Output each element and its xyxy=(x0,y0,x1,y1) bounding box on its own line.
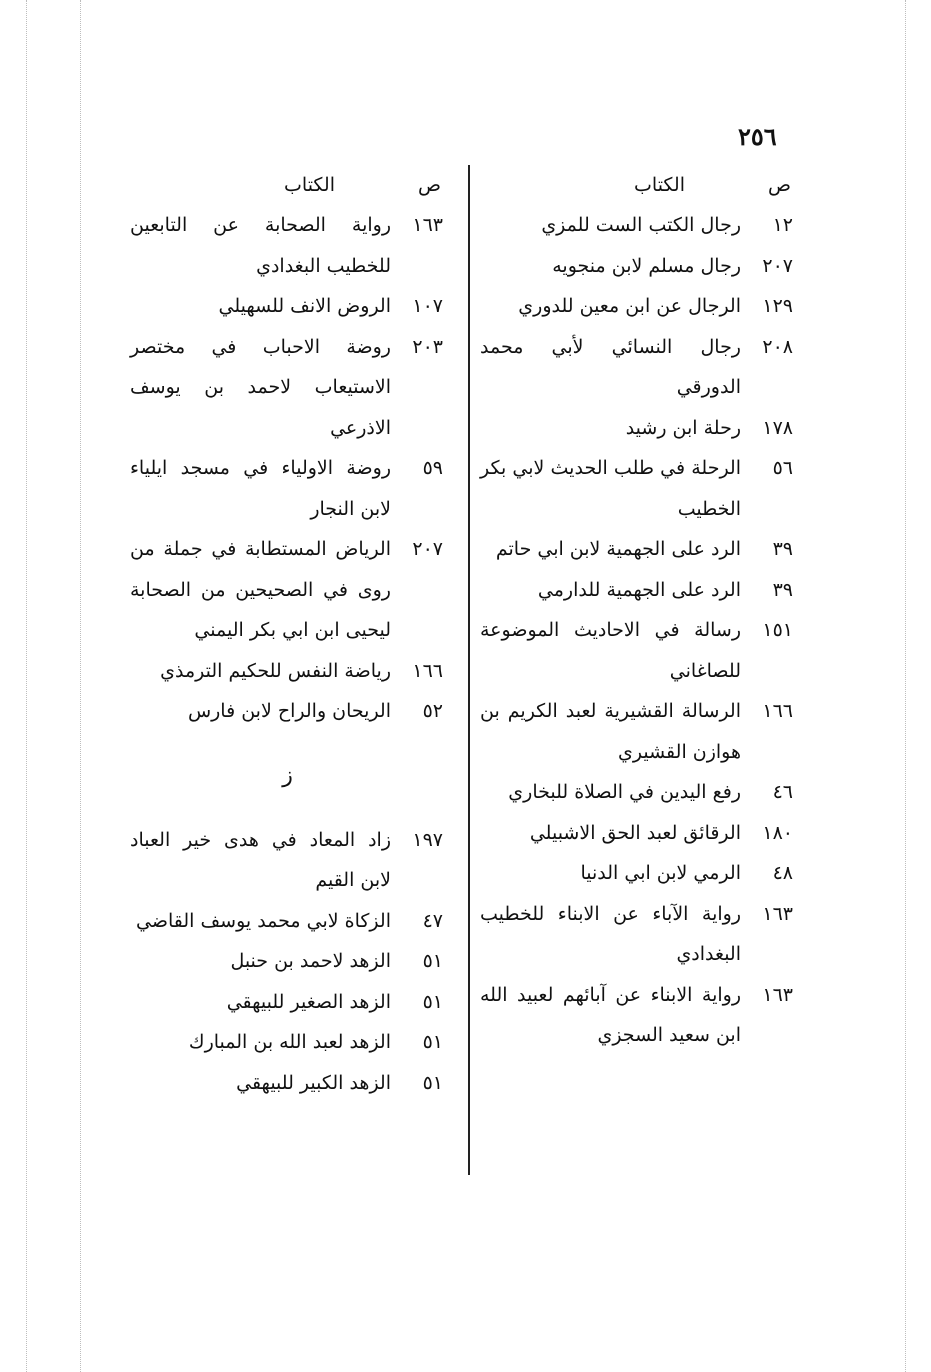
entry-title: رجال مسلم لابن منجويه xyxy=(552,254,741,277)
index-entry xyxy=(480,691,795,772)
index-entry xyxy=(480,327,795,408)
index-entry xyxy=(130,820,445,901)
scan-margin-line xyxy=(80,0,81,1372)
index-entry xyxy=(130,286,445,327)
entry-page: ٤٦ xyxy=(772,781,793,803)
index-entry xyxy=(130,901,445,942)
entry-title: الزكاة لابي محمد يوسف القاضي xyxy=(136,909,391,932)
entry-page: ٥٩ xyxy=(422,457,443,479)
entry-title: الرحلة في طلب الحديث لابي بكر الخطيب xyxy=(480,457,741,520)
index-entry xyxy=(130,982,445,1023)
column-header xyxy=(130,165,445,205)
entry-page: ٥١ xyxy=(422,1031,443,1053)
entry-page: ١٦٦ xyxy=(412,659,443,682)
entry-title: رجال الكتب الست للمزي xyxy=(541,214,741,236)
entry-title: رياضة النفس للحكيم الترمذي xyxy=(160,659,391,682)
index-entry xyxy=(480,610,795,691)
entry-page: ٢٠٧ xyxy=(762,254,793,277)
scan-margin-line xyxy=(905,0,906,1372)
index-entry xyxy=(130,1022,445,1063)
entry-title: الرد على الجهمية لابن ابي حاتم xyxy=(495,538,741,560)
section-letter: ز xyxy=(282,762,293,788)
index-entry xyxy=(480,205,795,246)
index-column-right xyxy=(480,165,795,1056)
index-entry xyxy=(480,975,795,1056)
entry-title: رفع اليدين في الصلاة للبخاري xyxy=(508,781,741,803)
index-entry xyxy=(480,772,795,813)
entry-page: ٣٩ xyxy=(772,538,793,560)
entry-title: رواية الصحابة عن التابعين للخطيب البغدادي xyxy=(130,214,391,277)
entry-title: زاد المعاد في هدى خير العباد لابن القيم xyxy=(130,828,391,891)
column-divider xyxy=(468,165,470,1175)
entry-title: الرمي لابن ابي الدنيا xyxy=(580,862,741,884)
index-entry xyxy=(130,529,445,651)
entry-page: ١٨٠ xyxy=(762,821,793,844)
entry-title: رسالة في الاحاديث الموضوعة للصاغاني xyxy=(480,619,741,682)
entry-page: ٢٠٧ xyxy=(412,538,443,560)
entry-page: ١٦٦ xyxy=(762,700,793,722)
page-number: ٢٥٦ xyxy=(738,122,777,151)
entry-title: الرياض المستطابة في جملة من روى في الصحيحين من الصحابة ليحيى ابن ابي بكر اليمني xyxy=(130,538,391,641)
entry-title: الرسالة القشيرية لعبد الكريم بن هوازن القشيري xyxy=(480,700,741,763)
index-entry xyxy=(480,894,795,975)
entry-page: ٥١ xyxy=(422,990,443,1013)
entry-page: ٤٨ xyxy=(772,862,793,884)
entry-page: ١٦٣ xyxy=(412,214,443,236)
entry-page: ١٢٩ xyxy=(762,295,793,317)
header-book: الكتاب xyxy=(284,174,335,196)
entry-title: روضة الاولياء في مسجد ايلياء لابن النجار xyxy=(130,457,391,520)
index-entry xyxy=(130,651,445,692)
index-entry xyxy=(130,448,445,529)
index-column-left xyxy=(130,165,445,1103)
entry-title: رواية الابناء عن آبائهم لعبيد الله ابن سعيد السجزي xyxy=(480,983,741,1046)
entry-page: ٢٠٣ xyxy=(412,335,443,358)
index-entry xyxy=(480,286,795,327)
entry-title: الزهد الكبير للبيهقي xyxy=(236,1071,391,1094)
entry-page: ١٢ xyxy=(772,214,793,236)
index-entry xyxy=(130,205,445,286)
entry-page: ٤٧ xyxy=(422,909,443,932)
header-page: ص xyxy=(768,174,791,196)
index-entry xyxy=(480,813,795,854)
entry-title: روضة الاحباب في مختصر الاستيعاب لاحمد بن يوسف الاذرعي xyxy=(130,335,391,439)
index-entry xyxy=(130,327,445,449)
entry-page: ٣٩ xyxy=(772,578,793,601)
entry-page: ١٦٣ xyxy=(762,902,793,925)
entry-title: الروض الانف للسهيلي xyxy=(218,295,391,317)
entry-title: الزهد الصغير للبيهقي xyxy=(226,990,391,1013)
index-entry xyxy=(480,570,795,611)
entry-page: ١٧٨ xyxy=(762,416,793,439)
index-entry xyxy=(130,1063,445,1104)
index-entry xyxy=(480,853,795,894)
entry-title: رواية الآباء عن الابناء للخطيب البغدادي xyxy=(480,902,741,965)
header-book: الكتاب xyxy=(634,174,685,196)
column-header xyxy=(480,165,795,205)
entry-title: الزهد لعبد الله بن المبارك xyxy=(188,1031,391,1053)
entry-title: رحلة ابن رشيد xyxy=(625,416,741,439)
entry-page: ٥١ xyxy=(422,1071,443,1094)
entry-title: الرد على الجهمية للدارمي xyxy=(537,578,741,601)
scan-margin-line xyxy=(26,0,27,1372)
entry-title: الريحان والراح لابن فارس xyxy=(187,700,391,722)
index-entry xyxy=(130,941,445,982)
index-entry xyxy=(480,408,795,449)
entry-page: ٥١ xyxy=(422,950,443,972)
header-page: ص xyxy=(418,174,441,196)
index-entry xyxy=(130,691,445,732)
entry-title: الزهد لاحمد بن حنبل xyxy=(230,950,391,972)
entry-page: ١٩٧ xyxy=(412,828,443,851)
entry-page: ٥٦ xyxy=(772,457,793,479)
index-entry xyxy=(480,529,795,570)
entry-page: ١٥١ xyxy=(762,619,793,641)
entry-title: الرجال عن ابن معين للدوري xyxy=(518,295,741,317)
entry-page: ١٦٣ xyxy=(762,983,793,1006)
entry-title: رجال النسائي لأبي محمد الدورقي xyxy=(480,335,741,398)
entry-title: الرقائق لعبد الحق الاشبيلي xyxy=(529,821,741,844)
entry-page: ٥٢ xyxy=(422,700,443,722)
entry-page: ١٠٧ xyxy=(412,295,443,317)
entry-page: ٢٠٨ xyxy=(762,335,793,358)
index-entry xyxy=(480,448,795,529)
index-entry xyxy=(480,246,795,287)
